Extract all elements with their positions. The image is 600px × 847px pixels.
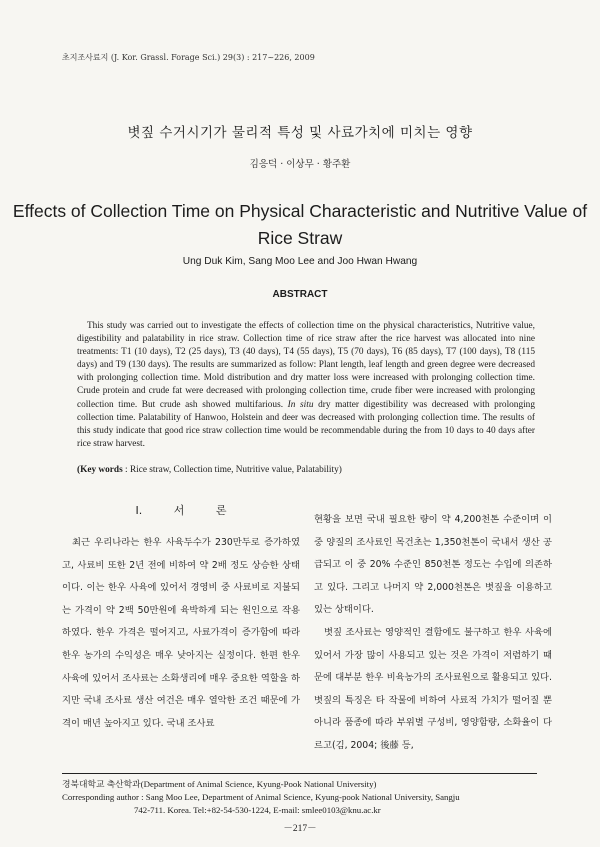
journal-header: 초지조사료지 (J. Kor. Grassl. Forage Sci.) 29(3) : 217~226, 2009 bbox=[62, 53, 315, 62]
title-english: Effects of Collection Time on Physical Characteristic and Nutritive Value of Rice Straw bbox=[12, 201, 588, 248]
authors-english: Ung Duk Kim, Sang Moo Lee and Joo Hwan Hwang bbox=[182, 256, 418, 267]
intro-left-paragraph: 최근 우리나라는 한우 사육두수가 230만두로 증가하였고, 사료비 또한 2년 전에 비하여 약 2배 정도 상승한 상태이다. 이는 한우 사육에 있어서 경영비 중 사료비로 지불되는 가격이 약 2백 50만원에 육박하게 되는 원인으로 작용하였다. 한우 가격은 떨어지고, 사료가격이 증가함에 따라 한우 농가의 수익성은 매우 낮아지는 실정이다. 한편 한우 사육에 있어서 조사료는 소화생리에 매우 중요한 역할을 하지만 국내 조사료 생산 여건은 매우 열악한 조건 때문에 가격이 매년 높아지고 있다. 국내 조사료 bbox=[62, 537, 300, 729]
affiliation: 경북대학교 축산학과(Department of Animal Science, Kyung-Pook National University) bbox=[62, 779, 377, 789]
intro-left-column bbox=[62, 532, 300, 735]
abstract-in-situ: In situ bbox=[287, 399, 314, 410]
intro-right-paragraph-1: 현황을 보면 국내 필요한 량이 약 4,200천톤 수준이며 이 중 양질의 조사료인 목건초는 1,350천톤이 국내서 생산 공급되고 이 중 20% 수준인 850천톤 정도는 수입에 의존하고 있다. 그리고 나머지 약 2,000천톤은 볏짚을 이용하고 있는 상태이다. bbox=[314, 514, 552, 616]
abstract-text-part2: dry matter digestibility was decreased with prolonging collection time. Palatability of Hanwoo, Holstein and deer was decreased with prolonging collection time. The results of this study indicate that good rice straw collection time would be recommendable during the from 10 days to 40 days after rice straw harvest. bbox=[77, 399, 535, 449]
footnote bbox=[62, 778, 540, 817]
abstract-paragraph bbox=[77, 320, 535, 451]
authors-korean: 김응덕 · 이상무 · 황주환 bbox=[249, 159, 351, 170]
abstract-heading: ABSTRACT bbox=[272, 289, 328, 300]
abstract-body bbox=[77, 320, 535, 451]
intro-right-column bbox=[314, 509, 552, 758]
page-number: －217－ bbox=[283, 824, 317, 834]
footnote-divider bbox=[62, 773, 537, 774]
title-korean: 볏짚 수거시기가 물리적 특성 및 사료가치에 미치는 영향 bbox=[127, 125, 473, 141]
section-heading-introduction: Ⅰ. 서 론 bbox=[135, 504, 227, 517]
corresponding-author-line-1: Corresponding author : Sang Moo Lee, Department of Animal Science, Kyung-pook National University, Sangju bbox=[62, 792, 460, 802]
intro-right-paragraph-2: 볏짚 조사료는 영양적인 결함에도 불구하고 한우 사육에 있어서 가장 많이 사용되고 있는 것은 가격이 저렴하기 때문에 대부분 한우 비육농가의 조사료원으로 활용되고 있다. 볏짚의 특징은 타 작물에 비하여 사료적 가치가 떨어질 뿐 아니라 품종에 따라 부위별 구성비, 영양함량, 소화율이 다르고(김, 2004; 後藤 등, bbox=[314, 626, 552, 751]
keywords-label: (Key words bbox=[77, 465, 123, 475]
corresponding-author-line-2: 742-711. Korea. Tel:+82-54-530-1224, E-mail: smlee0103@knu.ac.kr bbox=[134, 805, 381, 815]
keywords-text: : Rice straw, Collection time, Nutritive value, Palatability) bbox=[122, 465, 342, 475]
keywords bbox=[77, 465, 537, 475]
abstract-text-part1: This study was carried out to investigate the effects of collection time on the physical characteristics, Nutritive value, digestibility and palatability in rice straw. Collection time of rice straw after the rice harvest was allocated into nine treatments: T1 (10 days), T2 (25 days), T3 (40 days), T4 (55 days), T5 (70 days), T6 (85 days), T7 (100 days), T8 (115 days) and T9 (130 days). The results are summarized as follow: Plant length, leaf length and green degree were decreased with prolonging collection time. Mold distribution and dry matter loss were increased with prolonging collection time. Crude protein and crude fat were decreased with prolonging collection time, crude fiber were increased with prolonging collection time. But crude ash showed multifarious. bbox=[77, 321, 535, 410]
